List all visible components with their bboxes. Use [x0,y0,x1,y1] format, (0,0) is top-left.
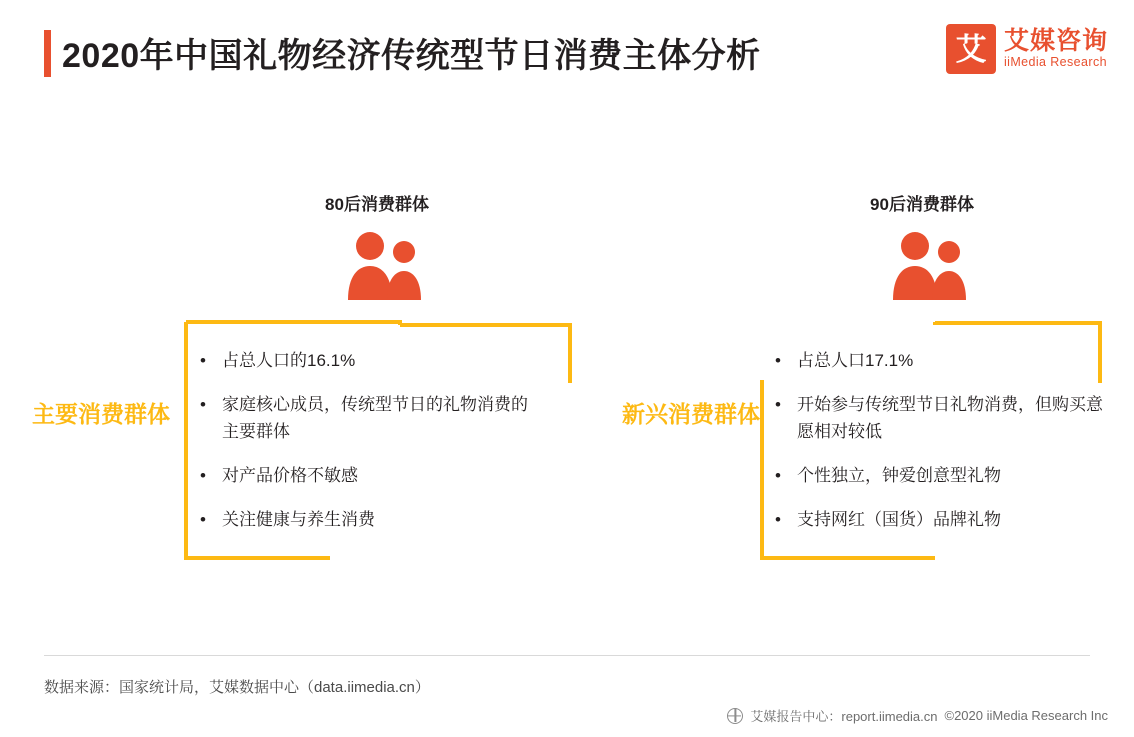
list-item [775,463,1105,489]
logo-mark-icon: 艾 [946,24,996,74]
list-item [200,348,530,374]
logo-text [1004,28,1108,71]
logo-english-name: iiMedia Research [1003,55,1107,70]
footer-meta [727,706,1108,725]
list-item [200,392,530,445]
bullet-text: 占总人口17.1% [797,351,914,370]
copyright-text: ©2020 iiMedia Research Inc [944,708,1108,723]
bullet-list-90 [775,348,1105,552]
logo-chinese-name: 艾媒咨询 [1003,26,1108,55]
report-center-link[interactable]: 艾媒报告中心：report.iimedia.cn [750,709,938,724]
page-header [0,0,1134,108]
bullet-dot-icon: • [200,351,206,370]
list-item [200,507,530,533]
list-item [775,392,1105,445]
title-accent-bar [44,30,51,77]
group-90-title: 90后消费群体 [870,195,974,214]
bullet-text: 个性独立，钟爱创意型礼物 [797,466,1001,486]
bullet-dot-icon: • [200,466,206,486]
bullet-dot-icon: • [200,395,206,415]
bullet-dot-icon: • [200,510,206,530]
category-label-90: 新兴消费群体 [622,401,760,427]
data-source-text: 数据来源：国家统计局，艾媒数据中心（data.iimedia.cn） [44,679,430,696]
category-label-80: 主要消费群体 [32,401,170,427]
group-80-title: 80后消费群体 [325,195,429,214]
bullet-list-80 [200,348,530,552]
list-item [775,348,1105,374]
bullet-dot-icon: • [775,395,781,415]
bullet-dot-icon: • [775,351,781,370]
page-title: 2020年中国礼物经济传统型节日消费主体分析 [62,37,761,75]
bullet-text: 家庭核心成员，传统型节日的礼物消费的主要群体 [222,395,528,441]
bullet-text: 关注健康与养生消费 [222,510,375,530]
bullet-dot-icon: • [775,466,781,486]
bullet-dot-icon: • [775,510,781,530]
footer-divider [44,655,1090,656]
two-people-icon [340,230,440,305]
bullet-text: 占总人口的16.1% [222,351,356,370]
bullet-text: 对产品价格不敏感 [222,466,358,486]
list-item [775,507,1105,533]
bullet-text: 支持网红（国货）品牌礼物 [797,510,1001,530]
globe-icon [727,708,743,724]
two-people-icon [885,230,985,305]
list-item [200,463,530,489]
brand-logo [946,24,1108,74]
bullet-text: 开始参与传统型节日礼物消费，但购买意愿相对较低 [797,395,1103,441]
